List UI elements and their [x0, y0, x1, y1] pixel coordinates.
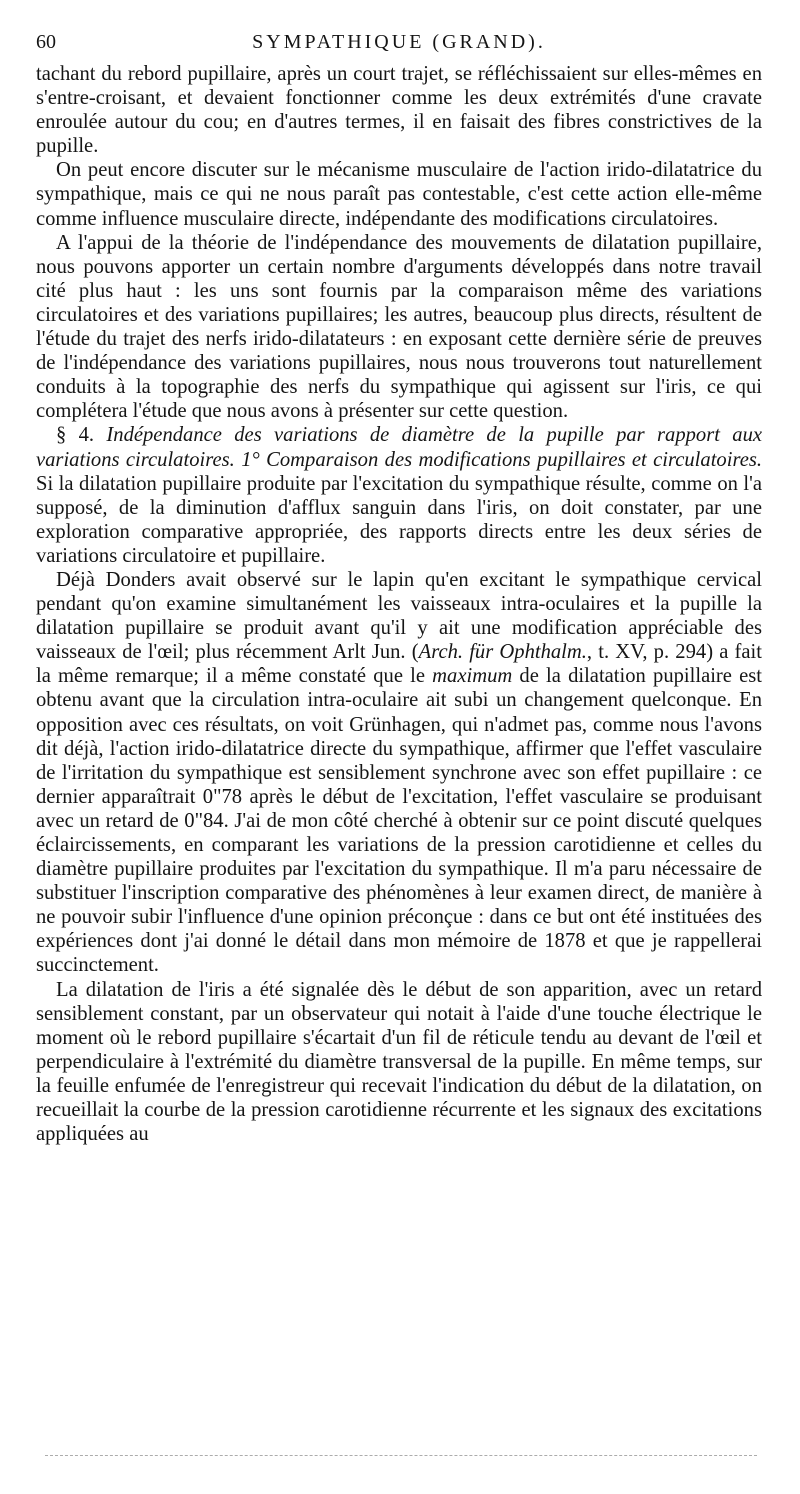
section-paragraph — [36, 423, 762, 568]
maximum-term: maximum — [432, 665, 513, 688]
donders-paragraph — [36, 568, 762, 978]
journal-reference: Arch. für Ophthalm. — [418, 641, 587, 664]
section-subheading: 1° Comparaison des modifications pupillaires et circulatoires. — [241, 448, 762, 471]
reference-details: , t. XV, p. 294) a fait la même remarque; il a même constaté que le — [36, 641, 762, 688]
paragraph-2: On peut encore discuter sur le mécanisme musculaire de l'action irido-dilatatrice du sympathique, mais ce qui ne nous paraît pas contestable, c'est cette action elle-même comme influence musculaire directe, indépendante des modifications circulatoires. — [36, 159, 762, 230]
footer-rule — [45, 1455, 757, 1456]
donders-text-start: Déjà Donders avait observé sur le lapin qu'en excitant le sympathique cervical pendant qu'on examine simultanément les vaisseaux intra-oculaires et la pupille la dilatation pupillaire se produit avant qu'il y ait une modification appréciable des vaisseaux de l'œil; plus récemment Arlt Jun. ( — [36, 568, 762, 664]
body-text — [36, 62, 762, 1146]
page-number: 60 — [36, 31, 56, 53]
running-head — [36, 22, 762, 62]
donders-text-end: de la dilatation pupillaire est obtenu avant que la circulation intra-oculaire ait subi un changement quelconque. En opposition avec ces résultats, on voit Grünhagen, qui n'admet pas, comme nous l'avons dit déjà, l'action irido-dilatatrice directe du sympathique, affirmer que l'effet vasculaire de l'irritation du sympathique est sensiblement synchrone avec son effet pupillaire : ce dernier apparaîtrait 0"78 après le début de l'excitation, l'effet vasculaire se produisant avec un retard de 0"84. J'ai de mon côté cherché à obtenir sur ce point discuté quelques éclaircissements, en comparant les variations de la pression carotidienne et celles du diamètre pupillaire produites par l'excitation du sympathique. Il m'a paru nécessaire de substituer l'inscription comparative des phénomènes à leur examen direct, de manière à ne pouvoir subir l'influence d'une opinion préconçue : dans ce but ont été instituées des expériences dont j'ai donné le détail dans mon mémoire de 1878 et que je rappellerai succinctement. — [36, 665, 762, 977]
last-paragraph: La dilatation de l'iris a été signalée dès le début de son apparition, avec un retard sensiblement constant, par un observateur qui notait à l'aide d'une touche électrique le moment où le rebord pupillaire s'écartait d'un fil de réticule tendu au devant de l'œil et perpendiculaire à l'extrémité du diamètre transversal de la pupille. En même temps, sur la feuille enfumée de l'enregistreur qui recevait l'indication du début de la dilatation, on recueillait la courbe de la pression carotidienne récurrente et les signaux des excitations appliquées au — [36, 978, 762, 1146]
section-text: Si la dilatation pupillaire produite par l'excitation du sympathique résulte, comme on l'a supposé, de la diminution d'afflux sanguin dans l'iris, on doit constater, par une exploration comparative appropriée, des rapports directs entre les deux séries de variations circulatoire et pupillaire. — [36, 472, 762, 567]
paragraph-3: A l'appui de la théorie de l'indépendance des mouvements de dilatation pupillaire, nous pouvons apporter un certain nombre d'arguments développés dans notre travail cité plus haut : les uns sont fournis par la comparaison même des variations circulatoires et des variations pupillaires; les autres, beaucoup plus directs, résultent de l'étude du trajet des nerfs irido-dilatateurs : en exposant cette dernière série de preuves de l'indépendance des variations pupillaires, nous nous trouverons tout naturellement conduits à la topographie des nerfs du sympathique qui agissent sur l'iris, ce qui complétera l'étude que nous avons à présenter sur cette question. — [36, 231, 762, 423]
section-heading: Indépendance des variations de diamètre de la pupille par rapport aux variations circulatoires. — [36, 424, 763, 471]
page-header-title: SYMPATHIQUE (GRAND). — [252, 31, 546, 53]
section-number: § 4. — [56, 424, 95, 447]
page — [36, 22, 762, 1146]
paragraph-1: tachant du rebord pupillaire, après un court trajet, se réfléchissaient sur elles-mêmes en s'entre-croisant, et devaient fonctionner comme les deux extrémités d'une cravate enroulée autour du cou; en d'autres termes, il en faisait des fibres constrictives de la pupille. — [36, 63, 762, 158]
